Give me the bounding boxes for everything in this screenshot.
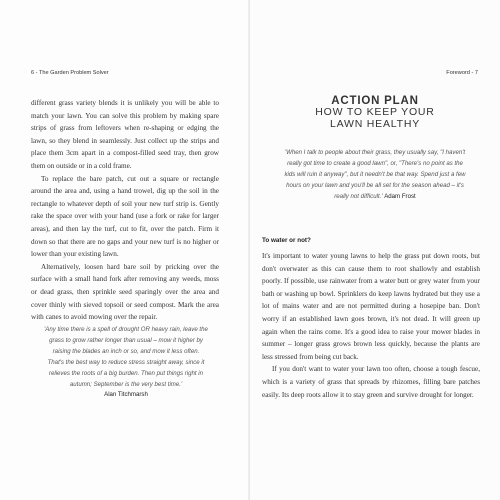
right-page bbox=[250, 0, 500, 500]
left-body-text bbox=[31, 97, 219, 324]
section-subheading: To water or not? bbox=[262, 237, 311, 244]
body-paragraph: If you don't want to water your lawn too often, choose a tough fescue, which is a variety of grass that spreads by rhizomes, filling bare patches easily. Its deep roots allow it to stay green and survive drought for longer. bbox=[262, 365, 480, 399]
right-page-header: Foreword - 7 bbox=[446, 70, 478, 76]
body-paragraph: different grass variety blends it is unlikely you will be able to match your lawn. You can solve this problem by making spare strips of grass from leftovers when re-shaping or edging the lawn, so they blend in seamlessly. Just collect up the strips and place them 3cm apart in a compost-filled seed tray, then grow them on outside or in a cold frame. bbox=[31, 99, 219, 170]
quote-attribution: Adam Frost bbox=[384, 192, 416, 200]
body-paragraph: To replace the bare patch, cut out a square or rectangle around the area and, using a hand trowel, dig up the soil in the rectangle to whatever depth of soil your new turf strip is. Gently rake the space over with your hand (use a fork or rake for larger areas), and then lay the turf, cut to fit, over the patch. Firm it down so that there are no gaps and your new turf is no higher or lower than your existing lawn. bbox=[31, 174, 219, 259]
quote-attribution: Alan Titchmarsh bbox=[104, 391, 148, 399]
title-line: HOW TO KEEP YOUR bbox=[315, 106, 435, 118]
body-paragraph: It's important to water young lawns to help the grass put down roots, but don't overwater as this can cause them to root shallowly and establish poorly. If possible, use rainwater from a water butt or grey water from your bath or washing up bowl. Sprinklers do keep lawns hydrated but they use a lot of mains water and are not permitted during a hosepipe ban. Don't worry if an established lawn goes brown, it's not dead. It will green up again when the rains come. It's a good idea to raise your mower blades in summer – longer grass grows brown less quickly, because the plants are less stressed from being cut back. bbox=[262, 252, 480, 361]
body-paragraph: Alternatively, loosen hard bare soil by pricking over the surface with a small hand fork after removing any weeds, moss or dead grass, then sprinkle seed sparingly over the area and cover thinly with sieved topsoil or seed compost. Mark the area with canes to avoid mowing over the repair. bbox=[31, 262, 219, 322]
left-pull-quote bbox=[44, 325, 208, 401]
right-pull-quote bbox=[284, 148, 466, 203]
title-line: ACTION PLAN bbox=[331, 95, 419, 107]
title-line: LAWN HEALTHY bbox=[329, 117, 421, 130]
right-body-text bbox=[262, 250, 480, 401]
pull-quote-text: 'Any time there is a spell of drought OR heavy rain, leave the grass to grow rather longer than usual – mow it higher by raising the blades an inch or so, and mow it less often. That's the best way to reduce stress straight away, since it relieves the roots of a big burden. Then put things right in autumn; September is the very best time.' bbox=[44, 326, 208, 388]
action-plan-title bbox=[250, 95, 500, 130]
left-page-header: 6 - The Garden Problem Solver bbox=[31, 70, 109, 76]
pull-quote-text: 'When I talk to people about their grass, they usually say, "I haven't really got time to create a good lawn", or, "There's no point as the kids will ruin it anyway", but it needn't be that way. Spend just a few hours on your lawn and you'll be all set for the season ahead – it's really not difficult.' bbox=[284, 149, 466, 200]
